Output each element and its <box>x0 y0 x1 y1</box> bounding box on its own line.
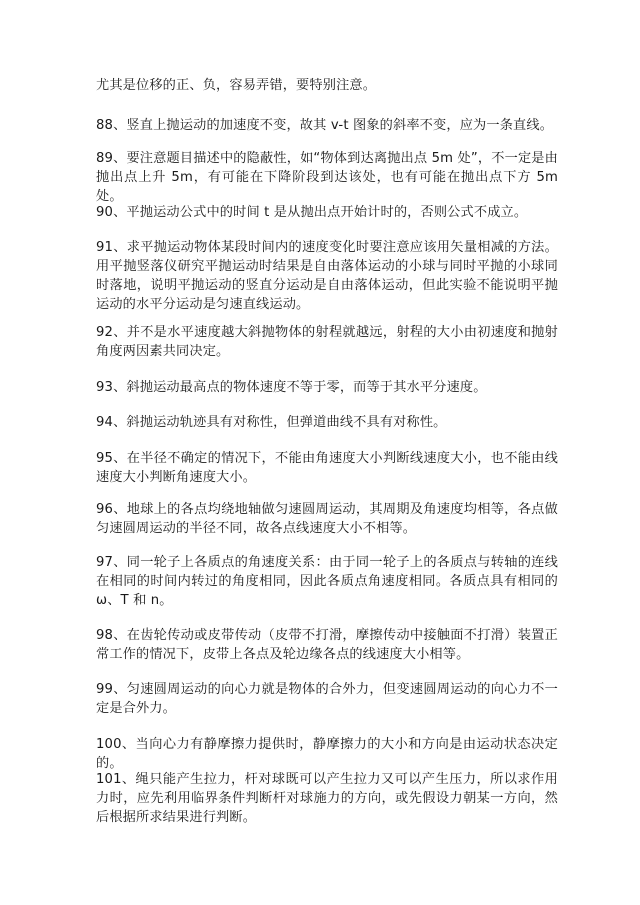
paragraph-101: 101、绳只能产生拉力，杆对球既可以产生拉力又可以产生压力，所以求作用力时，应先利用临界条件判断杆对球施力的方向，或先假设力朝某一方向，然后根据所求结果进行判断。 <box>96 772 558 825</box>
paragraph-97: 97、同一轮子上各质点的角速度关系：由于同一轮子上的各质点与转轴的连线在相同的时间内转过的角度相同，因此各质点角速度相同。各质点具有相同的 ω、T 和 n。 <box>96 555 558 608</box>
paragraph-100: 100、当向心力有静摩擦力提供时，静摩擦力的大小和方向是由运动状态决定的。 <box>96 737 558 771</box>
paragraph-intro: 尤其是位移的正、负，容易弄错，要特别注意。 <box>96 78 377 93</box>
paragraph-88: 88、竖直上抛运动的加速度不变，故其 v-t 图象的斜率不变，应为一条直线。 <box>96 118 554 133</box>
paragraph-94: 94、斜抛运动轨迹具有对称性，但弹道曲线不具有对称性。 <box>96 415 447 430</box>
paragraph-90: 90、平抛运动公式中的时间 t 是从抛出点开始计时的，否则公式不成立。 <box>96 205 528 220</box>
paragraph-89: 89、要注意题目描述中的隐蔽性，如“物体到达离抛出点 5m 处”，不一定是由抛出点上升 5m，有可能在下降阶段到达该处，也有可能在抛出点下方 5m 处。 <box>96 151 558 204</box>
paragraph-91: 91、求平抛运动物体某段时间内的速度变化时要注意应该用矢量相减的方法。用平抛竖落仪研究平抛运动时结果是自由落体运动的小球与同时平抛的小球同时落地，说明平抛运动的竖直分运动是自由落体运动，但此实验不能说明平抛运动的水平分运动是匀速直线运动。 <box>96 240 558 312</box>
paragraph-96: 96、地球上的各点均绕地轴做匀速圆周运动，其周期及角速度均相等，各点做匀速圆周运动的半径不同，故各点线速度大小不相等。 <box>96 502 558 536</box>
paragraph-93: 93、斜抛运动最高点的物体速度不等于零，而等于其水平分速度。 <box>96 380 487 395</box>
paragraph-92: 92、并不是水平速度越大斜抛物体的射程就越远，射程的大小由初速度和抛射角度两因素共同决定。 <box>96 325 558 359</box>
paragraph-95: 95、在半径不确定的情况下，不能由角速度大小判断线速度大小，也不能由线速度大小判断角速度大小。 <box>96 451 558 485</box>
paragraph-99: 99、匀速圆周运动的向心力就是物体的合外力，但变速圆周运动的向心力不一定是合外力。 <box>96 682 558 716</box>
paragraph-98: 98、在齿轮传动或皮带传动（皮带不打滑，摩擦传动中接触面不打滑）装置正常工作的情况下，皮带上各点及轮边缘各点的线速度大小相等。 <box>96 628 558 662</box>
